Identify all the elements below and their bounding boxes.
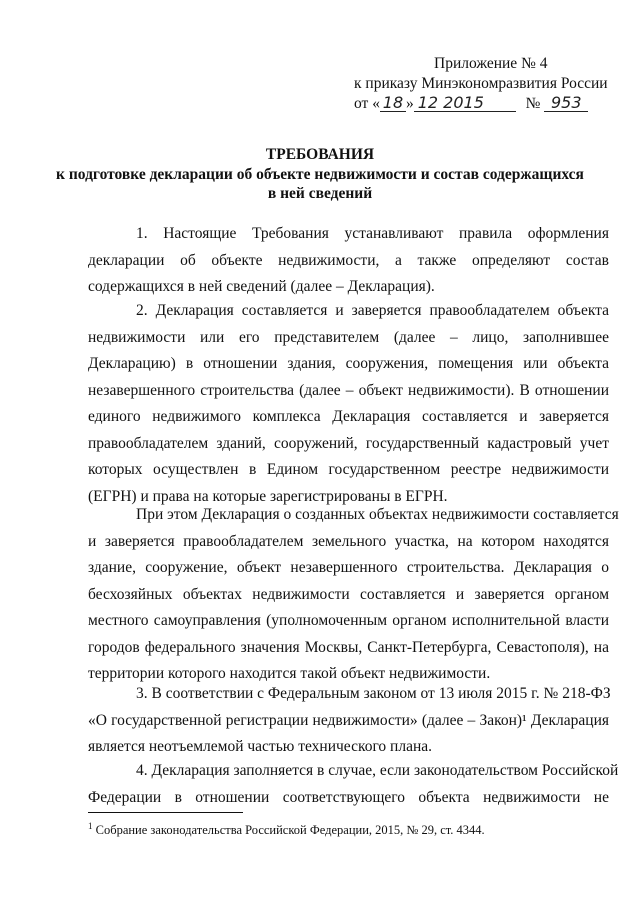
word: лицо, <box>472 328 509 346</box>
text-line <box>88 382 609 409</box>
word: объекта <box>418 788 470 806</box>
word: 4. Декларация заполняется в случае, если законодательством Российской <box>136 762 619 779</box>
text-line <box>88 355 609 382</box>
word: недвижимости, <box>278 251 380 269</box>
word: городов федерального значения Москвы, Санкт-Петербурга, Севастополя), на <box>88 638 609 656</box>
text-line <box>88 278 609 305</box>
word: правообладателем зданий, сооружений, государственный кадастровый учет <box>88 434 609 452</box>
word: содержащихся в ней сведений (далее – Декларация). <box>88 278 435 295</box>
word: территории которого находится такой объект недвижимости. <box>88 665 491 682</box>
order-reference: к приказу Минэкономразвития России <box>354 75 608 92</box>
text-line <box>88 302 609 329</box>
word: 1. <box>136 225 148 242</box>
word: в <box>174 788 182 806</box>
word: 3. В соответствии с Федеральным законом от 13 июля 2015 г. № 218-ФЗ <box>136 685 611 702</box>
text-line <box>88 435 609 462</box>
word: бесхозяйных объектах недвижимости составляется и заверяется органом <box>88 585 609 603</box>
text-line <box>88 762 619 789</box>
document-subtitle-line1: к подготовке декларации об объекте недвижимости и состав содержащихся <box>56 166 584 183</box>
word: его <box>238 328 260 346</box>
text-line <box>88 533 609 560</box>
word: соответствующего <box>282 788 406 806</box>
word: также <box>417 251 457 269</box>
word: правила <box>459 225 513 242</box>
paragraph-2-continued <box>88 506 619 692</box>
text-line <box>88 712 609 739</box>
paragraph-3 <box>88 685 609 765</box>
paragraph-2 <box>88 302 609 514</box>
paragraph-1 <box>88 225 609 305</box>
word: является неотъемлемой частью технического плана. <box>88 738 433 755</box>
word: «О государственной регистрации недвижимости» (далее – Закон)¹ Декларация <box>88 711 609 729</box>
text-line <box>88 559 609 586</box>
text-line <box>88 252 609 279</box>
word: заполнившее <box>522 328 609 346</box>
text-line <box>88 506 619 533</box>
word: Настоящие <box>163 225 237 242</box>
word: и заверяется правообладателем земельного участка, на котором находятся <box>88 532 609 550</box>
document-subtitle-line2: в ней сведений <box>267 185 373 202</box>
word: незавершенного строительства (далее – объект недвижимости). В отношении <box>88 381 609 399</box>
word: При этом Декларация о созданных объектах недвижимости составляется <box>136 506 619 523</box>
word: Федерации <box>88 788 162 806</box>
word: объекте <box>211 251 263 269</box>
word: Декларацию) в отношении здания, сооружения, помещения или объекта <box>88 355 609 372</box>
text-line <box>88 225 609 252</box>
word: (ЕГРН) и права на которые зарегистрированы в ЕГРН. <box>88 487 448 505</box>
handwritten-month-year: 12 2015 <box>414 95 516 112</box>
word: устанавливают <box>344 225 444 242</box>
word: (далее <box>393 328 436 346</box>
text-line <box>88 408 609 435</box>
word: Требования <box>252 225 329 242</box>
handwritten-order-number: 953 <box>544 95 588 112</box>
number-label: № <box>525 95 541 112</box>
word: не <box>593 788 609 806</box>
footnote-mark: 1 <box>88 821 93 831</box>
word: состав <box>565 251 609 269</box>
word: декларации <box>88 251 165 269</box>
word: здание, сооружение, объект незавершенного строительства. Декларация о <box>88 559 609 576</box>
quote-close: » <box>405 95 414 112</box>
word: а <box>395 251 402 269</box>
appendix-header <box>354 54 614 114</box>
text-line <box>88 639 609 666</box>
word: оформления <box>527 225 609 242</box>
word: представителем <box>274 328 380 346</box>
text-line <box>88 612 609 639</box>
text-line <box>88 329 609 356</box>
paragraph-4 <box>88 762 619 815</box>
footnote-text: Собрание законодательства Российской Федерации, 2015, № 29, ст. 4344. <box>95 823 485 837</box>
word: недвижимости <box>88 328 186 346</box>
word: 2. Декларация составляется и заверяется правообладателем объекта <box>136 302 609 319</box>
word: или <box>200 328 225 346</box>
appendix-number: Приложение № 4 <box>434 55 548 72</box>
text-line <box>88 685 609 712</box>
word: – <box>450 328 458 346</box>
text-line <box>88 586 609 613</box>
word: которых осуществлен в Едином государственном реестре недвижимости <box>88 461 609 478</box>
from-label: от « <box>354 95 380 112</box>
word: недвижимости <box>483 788 581 806</box>
text-line <box>88 461 609 488</box>
word: определяют <box>471 251 551 269</box>
document-title: ТРЕБОВАНИЯ <box>265 146 375 163</box>
word: местного самоуправления (уполномоченным органом исполнительной власти <box>88 612 609 629</box>
footnote <box>88 823 485 838</box>
word: отношении <box>195 788 270 806</box>
footnote-divider <box>88 812 243 813</box>
word: об <box>180 251 196 269</box>
order-date-line <box>354 94 614 114</box>
text-line <box>88 738 609 765</box>
word: единого недвижимого комплекса Декларация составляется и заверяется <box>88 408 609 425</box>
handwritten-day: 18 <box>380 95 406 112</box>
